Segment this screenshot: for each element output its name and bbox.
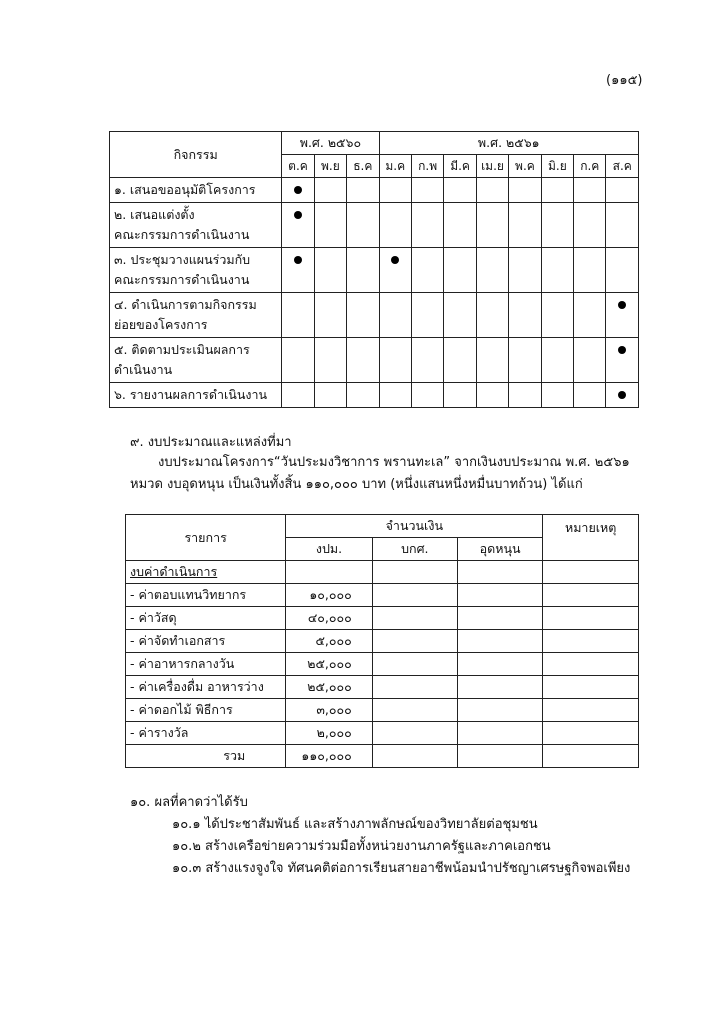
schedule-cell: [509, 248, 541, 293]
schedule-month: มี.ค: [444, 155, 476, 178]
schedule-cell: [541, 293, 573, 338]
schedule-cell: [444, 178, 476, 203]
activity-label: ๓. ประชุมวางแผนร่วมกับ: [114, 252, 251, 267]
budget-empty-cell: [543, 676, 639, 699]
schedule-cell: [347, 338, 379, 383]
budget-row: [126, 722, 639, 745]
budget-empty-cell: [457, 630, 543, 653]
schedule-cell: [476, 383, 508, 408]
activity-label: ๕. ติดตามประเมินผลการ: [114, 342, 250, 357]
schedule-cell: [411, 178, 443, 203]
schedule-activity-cell: [110, 248, 282, 293]
schedule-activity-cell: [110, 203, 282, 248]
schedule-cell: [282, 338, 314, 383]
schedule-cell: [444, 338, 476, 383]
schedule-month: ธ.ค: [347, 155, 379, 178]
schedule-cell: [606, 383, 639, 408]
budget-paragraph-line-2: หมวด งบอุดหนุน เป็นเงินทั้งสิ้น ๑๑๐,๐๐๐ บาท (หนึ่งแสนหนึ่งหมื่นบาทถ้วน) ได้แก่: [130, 477, 583, 492]
schedule-cell: [574, 383, 606, 408]
budget-empty-cell: [543, 722, 639, 745]
budget-paragraph-line-1: งบประมาณโครงการ“วันประมงวิชาการ พรานทะเล” จากเงินงบประมาณ พ.ศ. ๒๕๖๑: [158, 455, 630, 470]
budget-empty-cell: [457, 676, 543, 699]
schedule-cell: [411, 338, 443, 383]
schedule-year-2560: พ.ศ. ๒๕๖๐: [282, 132, 379, 155]
budget-item: - ค่าอาหารกลางวัน: [126, 653, 286, 676]
schedule-cell: [476, 248, 508, 293]
budget-empty-cell: [543, 584, 639, 607]
schedule-cell: [606, 178, 639, 203]
budget-row: [126, 630, 639, 653]
schedule-cell: [509, 338, 541, 383]
schedule-cell: [347, 203, 379, 248]
budget-empty-cell: [457, 607, 543, 630]
budget-amount: ๓,๐๐๐: [286, 699, 373, 722]
schedule-activity-cell: [110, 338, 282, 383]
schedule-row: [110, 178, 639, 203]
budget-section-title: ๙. งบประมาณและแหล่งที่มา: [130, 435, 292, 450]
schedule-row: [110, 338, 639, 383]
scheduled-dot-icon: [294, 256, 302, 264]
budget-table: [125, 514, 639, 768]
schedule-cell: [476, 203, 508, 248]
budget-amount: ๒๕,๐๐๐: [286, 653, 373, 676]
schedule-cell: [574, 338, 606, 383]
activity-schedule-table: [109, 131, 639, 408]
budget-total-amount: ๑๑๐,๐๐๐: [286, 745, 373, 768]
schedule-cell: [509, 178, 541, 203]
budget-empty-cell: [457, 653, 543, 676]
schedule-cell: [347, 293, 379, 338]
schedule-month: มิ.ย: [541, 155, 573, 178]
schedule-cell: [314, 293, 346, 338]
schedule-cell: [379, 203, 411, 248]
budget-empty-cell: [372, 630, 457, 653]
schedule-cell: [606, 293, 639, 338]
budget-empty-cell: [372, 699, 457, 722]
activity-label: ๑. เสนอขออนุมัติโครงการ: [114, 182, 256, 197]
activity-label-continued: ดำเนินงาน: [114, 362, 173, 377]
budget-amount: ๕,๐๐๐: [286, 630, 373, 653]
activity-label-continued: ย่อยของโครงการ: [114, 317, 208, 332]
schedule-cell: [444, 293, 476, 338]
schedule-cell: [541, 338, 573, 383]
budget-item: - ค่าจัดทำเอกสาร: [126, 630, 286, 653]
budget-subcol-govt: งปม.: [286, 538, 373, 561]
activity-label-continued: คณะกรรมการดำเนินงาน: [114, 227, 250, 242]
schedule-cell: [574, 248, 606, 293]
schedule-month: ก.ค: [574, 155, 606, 178]
schedule-row: [110, 248, 639, 293]
schedule-cell: [541, 203, 573, 248]
activity-label: ๖. รายงานผลการดำเนินงาน: [114, 387, 268, 402]
budget-row: [126, 699, 639, 722]
schedule-cell: [379, 338, 411, 383]
budget-group-row: [126, 561, 639, 584]
schedule-cell: [379, 293, 411, 338]
schedule-cell: [314, 338, 346, 383]
page-number: (๑๑๕): [606, 73, 643, 88]
budget-amount: ๒๕,๐๐๐: [286, 676, 373, 699]
outcomes-section: [130, 792, 630, 880]
outcome-item: ๑๐.๓ สร้างแรงจูงใจ ทัศนคติต่อการเรียนสายอาชีพน้อมนำปรัชญาเศรษฐกิจพอเพียง: [172, 861, 631, 876]
schedule-cell: [379, 383, 411, 408]
outcomes-list: [130, 814, 630, 880]
schedule-cell: [541, 248, 573, 293]
budget-empty-cell: [372, 722, 457, 745]
schedule-cell: [379, 248, 411, 293]
schedule-row: [110, 293, 639, 338]
schedule-activity-cell: [110, 293, 282, 338]
schedule-month: พ.ย: [314, 155, 346, 178]
budget-empty-cell: [372, 607, 457, 630]
budget-empty-cell: [372, 584, 457, 607]
schedule-cell: [606, 248, 639, 293]
budget-empty-cell: [457, 699, 543, 722]
scheduled-dot-icon: [294, 186, 302, 194]
scheduled-dot-icon: [391, 256, 399, 264]
schedule-cell: [282, 178, 314, 203]
schedule-cell: [411, 383, 443, 408]
budget-empty-cell: [457, 584, 543, 607]
scheduled-dot-icon: [294, 211, 302, 219]
budget-col-items: รายการ: [126, 515, 286, 561]
schedule-cell: [444, 383, 476, 408]
budget-item: - ค่าดอกไม้ พิธีการ: [126, 699, 286, 722]
schedule-cell: [606, 203, 639, 248]
budget-row: [126, 653, 639, 676]
budget-empty-cell: [372, 653, 457, 676]
schedule-cell: [606, 338, 639, 383]
budget-empty-cell: [543, 699, 639, 722]
schedule-cell: [574, 293, 606, 338]
schedule-cell: [347, 383, 379, 408]
budget-row: [126, 607, 639, 630]
schedule-cell: [282, 383, 314, 408]
budget-amount: ๒,๐๐๐: [286, 722, 373, 745]
schedule-cell: [476, 293, 508, 338]
scheduled-dot-icon: [618, 391, 626, 399]
schedule-cell: [509, 383, 541, 408]
schedule-month: เม.ย: [476, 155, 508, 178]
schedule-month: พ.ค: [509, 155, 541, 178]
schedule-cell: [574, 203, 606, 248]
budget-item: - ค่ารางวัล: [126, 722, 286, 745]
budget-total-row: [126, 745, 639, 768]
outcome-item: ๑๐.๒ สร้างเครือข่ายความร่วมมือทั้งหน่วยงานภาครัฐและภาคเอกชน: [172, 839, 551, 854]
budget-group-label: งบค่าดำเนินการ: [126, 561, 286, 584]
budget-amount: ๑๐,๐๐๐: [286, 584, 373, 607]
budget-header-row: [126, 515, 639, 538]
budget-empty-cell: [543, 745, 639, 768]
budget-empty-cell: [457, 722, 543, 745]
budget-row: [126, 584, 639, 607]
schedule-cell: [411, 293, 443, 338]
schedule-month: ม.ค: [379, 155, 411, 178]
budget-col-note: หมายเหตุ: [543, 515, 639, 561]
activity-label: ๒. เสนอแต่งตั้ง: [114, 207, 195, 222]
schedule-cell: [476, 178, 508, 203]
schedule-cell: [282, 293, 314, 338]
schedule-cell: [444, 203, 476, 248]
schedule-cell: [509, 203, 541, 248]
schedule-cell: [314, 203, 346, 248]
schedule-activity-header: กิจกรรม: [110, 132, 282, 178]
outcomes-title: ๑๐. ผลที่คาดว่าได้รับ: [130, 795, 248, 810]
budget-body: [126, 561, 639, 768]
budget-empty-cell: [543, 653, 639, 676]
activity-label: ๔. ดำเนินการตามกิจกรรม: [114, 297, 257, 312]
scheduled-dot-icon: [618, 301, 626, 309]
schedule-cell: [347, 248, 379, 293]
schedule-cell: [282, 248, 314, 293]
budget-item: - ค่าเครื่องดื่ม อาหารว่าง: [126, 676, 286, 699]
schedule-activity-cell: [110, 383, 282, 408]
schedule-cell: [379, 178, 411, 203]
budget-subcol-subsidy: อุดหนุน: [457, 538, 543, 561]
schedule-cell: [541, 383, 573, 408]
budget-item: - ค่าวัสดุ: [126, 607, 286, 630]
budget-item: - ค่าตอบแทนวิทยากร: [126, 584, 286, 607]
budget-empty-cell: [543, 630, 639, 653]
schedule-body: [110, 178, 639, 408]
budget-row: [126, 676, 639, 699]
schedule-cell: [282, 203, 314, 248]
schedule-cell: [444, 248, 476, 293]
budget-col-amount: จำนวนเงิน: [286, 515, 543, 538]
schedule-row: [110, 203, 639, 248]
schedule-cell: [541, 178, 573, 203]
schedule-activity-cell: [110, 178, 282, 203]
schedule-year-2561: พ.ศ. ๒๕๖๑: [379, 132, 638, 155]
scheduled-dot-icon: [618, 346, 626, 354]
activity-label-continued: คณะกรรมการดำเนินงาน: [114, 272, 250, 287]
schedule-cell: [574, 178, 606, 203]
schedule-cell: [314, 178, 346, 203]
schedule-cell: [314, 383, 346, 408]
schedule-year-row: [110, 132, 639, 155]
schedule-month: ส.ค: [606, 155, 639, 178]
budget-subcol-bks: บกศ.: [372, 538, 457, 561]
budget-empty-cell: [372, 745, 457, 768]
schedule-cell: [411, 248, 443, 293]
schedule-cell: [476, 338, 508, 383]
budget-amount: ๔๐,๐๐๐: [286, 607, 373, 630]
schedule-cell: [347, 178, 379, 203]
budget-total-label: รวม: [126, 745, 286, 768]
schedule-cell: [509, 293, 541, 338]
outcome-item: ๑๐.๑ ได้ประชาสัมพันธ์ และสร้างภาพลักษณ์ของวิทยาลัยต่อชุมชน: [172, 817, 538, 832]
schedule-cell: [411, 203, 443, 248]
schedule-month: ก.พ: [411, 155, 443, 178]
budget-empty-cell: [372, 676, 457, 699]
budget-empty-cell: [543, 607, 639, 630]
budget-empty-cell: [457, 745, 543, 768]
schedule-month: ต.ค: [282, 155, 314, 178]
schedule-row: [110, 383, 639, 408]
schedule-cell: [314, 248, 346, 293]
